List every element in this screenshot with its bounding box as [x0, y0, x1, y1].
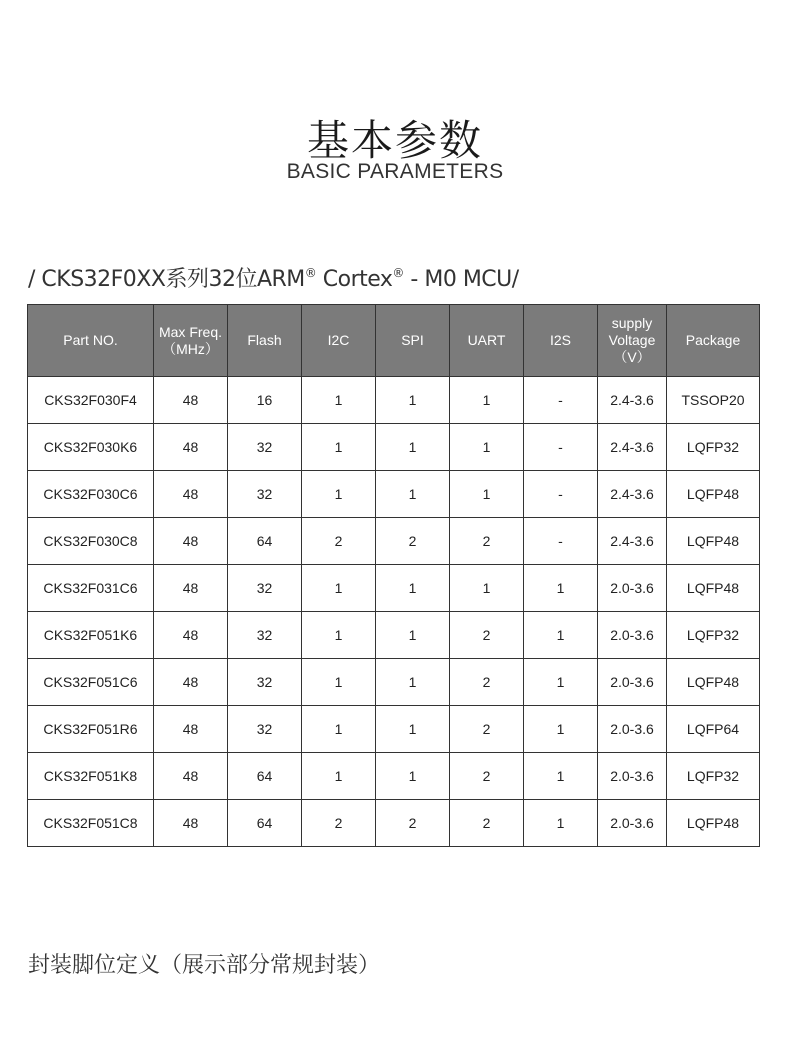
cell-i2s: 1	[524, 800, 598, 847]
cell-max-freq: 48	[154, 518, 228, 565]
cell-uart: 2	[450, 753, 524, 800]
cell-part-no: CKS32F051K6	[28, 612, 154, 659]
cell-package: LQFP48	[667, 471, 760, 518]
cell-part-no: CKS32F030C6	[28, 471, 154, 518]
column-header-flash	[228, 305, 302, 377]
cell-spi: 1	[376, 565, 450, 612]
cell-i2s: -	[524, 377, 598, 424]
cell-supply-voltage: 2.4-3.6	[598, 518, 667, 565]
header-text: Flash	[247, 332, 282, 348]
cell-max-freq: 48	[154, 471, 228, 518]
cell-max-freq: 48	[154, 424, 228, 471]
cell-flash: 32	[228, 471, 302, 518]
cell-part-no: CKS32F051C6	[28, 659, 154, 706]
cell-i2c: 1	[302, 753, 376, 800]
cell-i2s: 1	[524, 612, 598, 659]
cell-i2s: 1	[524, 753, 598, 800]
cell-uart: 1	[450, 471, 524, 518]
header-text: （V）	[613, 349, 651, 365]
cell-i2c: 1	[302, 706, 376, 753]
cell-max-freq: 48	[154, 565, 228, 612]
cell-flash: 64	[228, 753, 302, 800]
cell-package: LQFP32	[667, 753, 760, 800]
cell-i2s: 1	[524, 659, 598, 706]
cell-supply-voltage: 2.0-3.6	[598, 659, 667, 706]
header-text: supply	[611, 315, 653, 331]
table-header	[28, 305, 760, 377]
cell-package: LQFP32	[667, 424, 760, 471]
table-row	[28, 377, 760, 424]
cell-spi: 1	[376, 706, 450, 753]
cell-i2s: -	[524, 424, 598, 471]
cell-package: LQFP64	[667, 706, 760, 753]
series-middle: Cortex	[316, 267, 393, 292]
cell-part-no: CKS32F031C6	[28, 565, 154, 612]
cell-spi: 1	[376, 612, 450, 659]
header-text: I2C	[327, 332, 350, 348]
cell-part-no: CKS32F051K8	[28, 753, 154, 800]
cell-i2s: -	[524, 471, 598, 518]
cell-supply-voltage: 2.4-3.6	[598, 424, 667, 471]
table-row	[28, 471, 760, 518]
header-text: Voltage	[608, 332, 656, 348]
page-title-en: BASIC PARAMETERS	[286, 160, 504, 183]
cell-flash: 64	[228, 518, 302, 565]
column-header-uart	[450, 305, 524, 377]
cell-part-no: CKS32F051R6	[28, 706, 154, 753]
header-text: （MHz）	[162, 340, 219, 357]
cell-i2c: 1	[302, 565, 376, 612]
column-header-supply-voltage	[598, 305, 667, 377]
column-header-part-no	[28, 305, 154, 377]
cell-package: LQFP48	[667, 659, 760, 706]
cell-part-no: CKS32F030K6	[28, 424, 154, 471]
series-heading	[28, 262, 519, 293]
page-title-zh: 基本参数	[306, 116, 483, 165]
table-row	[28, 424, 760, 471]
cell-package: LQFP48	[667, 518, 760, 565]
series-prefix: / CKS32F0XX系列32位ARM	[28, 267, 305, 292]
table-row	[28, 800, 760, 847]
cell-flash: 32	[228, 659, 302, 706]
cell-uart: 2	[450, 800, 524, 847]
registered-mark: ®	[392, 266, 404, 280]
cell-supply-voltage: 2.0-3.6	[598, 753, 667, 800]
series-suffix: - M0 MCU/	[403, 267, 519, 292]
column-header-i2s	[524, 305, 598, 377]
cell-i2c: 1	[302, 424, 376, 471]
header-text: I2S	[549, 332, 571, 348]
table-row	[28, 612, 760, 659]
header-text: SPI	[401, 332, 424, 348]
cell-supply-voltage: 2.4-3.6	[598, 471, 667, 518]
package-pinout-note: 封装脚位定义（展示部分常规封装）	[28, 953, 381, 978]
cell-max-freq: 48	[154, 659, 228, 706]
cell-spi: 1	[376, 377, 450, 424]
cell-flash: 32	[228, 565, 302, 612]
cell-uart: 1	[450, 424, 524, 471]
cell-part-no: CKS32F030C8	[28, 518, 154, 565]
cell-max-freq: 48	[154, 377, 228, 424]
column-header-spi	[376, 305, 450, 377]
cell-part-no: CKS32F051C8	[28, 800, 154, 847]
cell-package: LQFP48	[667, 565, 760, 612]
header-text: Package	[685, 332, 741, 348]
cell-flash: 32	[228, 424, 302, 471]
cell-supply-voltage: 2.0-3.6	[598, 612, 667, 659]
cell-flash: 32	[228, 706, 302, 753]
cell-uart: 2	[450, 612, 524, 659]
cell-max-freq: 48	[154, 753, 228, 800]
header-row	[28, 305, 760, 377]
cell-i2c: 1	[302, 659, 376, 706]
cell-max-freq: 48	[154, 612, 228, 659]
header-text: UART	[467, 332, 506, 348]
cell-spi: 1	[376, 471, 450, 518]
cell-max-freq: 48	[154, 800, 228, 847]
registered-mark: ®	[304, 266, 317, 280]
cell-uart: 2	[450, 659, 524, 706]
column-header-package	[667, 305, 760, 377]
cell-uart: 2	[450, 706, 524, 753]
cell-i2s: -	[524, 518, 598, 565]
table-row	[28, 753, 760, 800]
table-row	[28, 659, 760, 706]
cell-supply-voltage: 2.0-3.6	[598, 565, 667, 612]
cell-supply-voltage: 2.0-3.6	[598, 706, 667, 753]
cell-part-no: CKS32F030F4	[28, 377, 154, 424]
cell-uart: 1	[450, 377, 524, 424]
parameters-table	[27, 304, 760, 847]
cell-supply-voltage: 2.0-3.6	[598, 800, 667, 847]
table-row	[28, 518, 760, 565]
column-header-max-freq	[154, 305, 228, 377]
cell-spi: 2	[376, 800, 450, 847]
cell-supply-voltage: 2.4-3.6	[598, 377, 667, 424]
cell-i2c: 2	[302, 800, 376, 847]
cell-spi: 1	[376, 753, 450, 800]
column-header-i2c	[302, 305, 376, 377]
header-text: Max Freq.	[158, 323, 222, 340]
cell-flash: 16	[228, 377, 302, 424]
cell-i2c: 2	[302, 518, 376, 565]
cell-flash: 64	[228, 800, 302, 847]
cell-uart: 2	[450, 518, 524, 565]
cell-spi: 1	[376, 659, 450, 706]
cell-flash: 32	[228, 612, 302, 659]
table-body	[28, 377, 760, 847]
cell-package: LQFP32	[667, 612, 760, 659]
cell-i2c: 1	[302, 612, 376, 659]
header-text: Part NO.	[63, 332, 118, 348]
cell-spi: 1	[376, 424, 450, 471]
cell-i2c: 1	[302, 471, 376, 518]
cell-i2s: 1	[524, 706, 598, 753]
cell-i2c: 1	[302, 377, 376, 424]
cell-spi: 2	[376, 518, 450, 565]
cell-i2s: 1	[524, 565, 598, 612]
table-row	[28, 706, 760, 753]
table-row	[28, 565, 760, 612]
cell-package: LQFP48	[667, 800, 760, 847]
cell-uart: 1	[450, 565, 524, 612]
cell-package: TSSOP20	[667, 377, 760, 424]
cell-max-freq: 48	[154, 706, 228, 753]
